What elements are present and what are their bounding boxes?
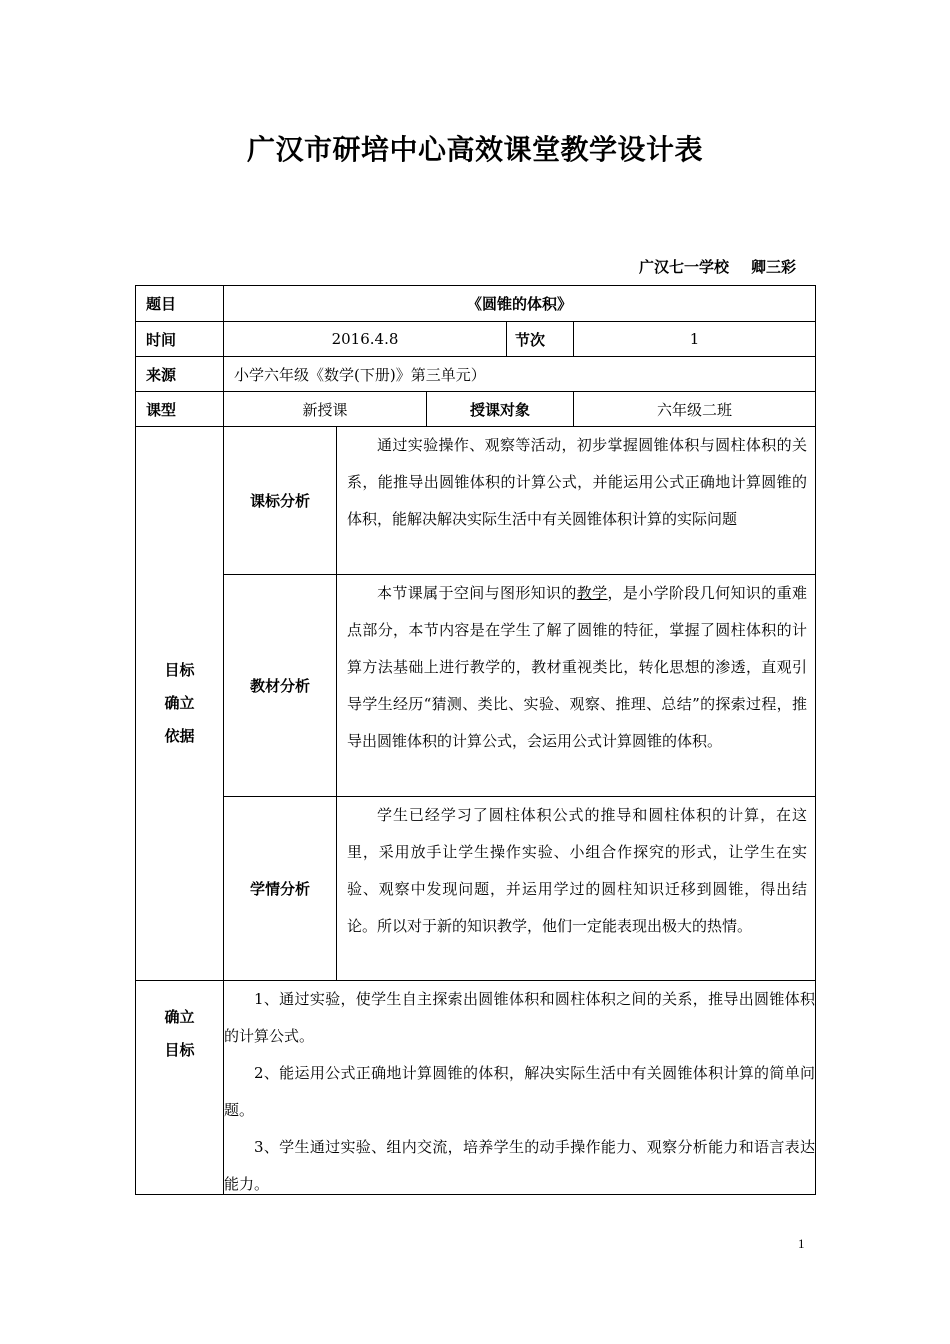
goal-item: 2、能运用公式正确地计算圆锥的体积，解决实际生活中有关圆锥体积计算的简单问题。 — [224, 1064, 815, 1119]
author-line — [600, 256, 796, 277]
source-value: 小学六年级《数学(下册)》第三单元） — [223, 356, 816, 392]
textbook-label: 教材分析 — [223, 574, 337, 797]
audience-label: 授课对象 — [426, 391, 574, 427]
school-name: 广汉七一学校 — [638, 258, 729, 276]
students-text: 学生已经学习了圆柱体积公式的推导和圆柱体积的计算，在这里，采用放手让学生操作实验、小组合作探究的形式，让学生在实验、观察中发现问题，并运用学过的圆柱知识迁移到圆锥，得出结论。所以对于新的知识教学，他们一定能表现出极大的热情。 — [336, 796, 816, 981]
teacher-name: 卿三彩 — [750, 258, 796, 276]
goal-item: 1、通过实验，使学生自主探索出圆锥体积和圆柱体积之间的关系，推导出圆锥体积的计算公式。 — [224, 990, 815, 1045]
textbook-underlined-term: 教学 — [576, 584, 608, 602]
curriculum-text: 通过实验操作、观察等活动，初步掌握圆锥体积与圆柱体积的关系，能推导出圆锥体积的计算公式，并能运用公式正确地计算圆锥的体积，能解决解决实际生活中有关圆锥体积计算的实际问题 — [336, 426, 816, 575]
students-label: 学情分析 — [223, 796, 337, 981]
textbook-text-part: ，是小学阶段几何知识的重难点部分，本节内容是在学生了解了圆锥的特征，掌握了圆柱体积的计算方法基础上进行教学的，教材重视类比，转化思想的渗透，直观引导学生经历“猜测、类比、实验、观察、推理、总结”的探索过程，推导出圆锥体积的计算公式，会运用公式计算圆锥的体积。 — [347, 584, 807, 750]
goals-label-line: 目标 — [164, 1041, 195, 1059]
basis-label-line: 依据 — [164, 727, 195, 745]
time-value: 2016.4.8 — [223, 321, 507, 357]
time-label: 时间 — [135, 321, 224, 357]
audience-value: 六年级二班 — [573, 391, 816, 427]
goals-label-line: 确立 — [164, 1008, 195, 1026]
period-label: 节次 — [506, 321, 574, 357]
type-label: 课型 — [135, 391, 224, 427]
curriculum-label: 课标分析 — [223, 426, 337, 575]
source-label: 来源 — [135, 356, 224, 392]
textbook-text-part: 本节课属于空间与图形知识的 — [377, 584, 577, 602]
goals-label — [135, 980, 224, 1195]
type-value: 新授课 — [223, 391, 427, 427]
topic-label: 题目 — [135, 285, 224, 322]
page-title: 广汉市研培中心高效课堂教学设计表 — [246, 133, 703, 166]
period-value: 1 — [573, 321, 816, 357]
topic-value: 《圆锥的体积》 — [223, 285, 816, 322]
basis-label-line: 目标 — [164, 661, 195, 679]
goals-list — [223, 980, 816, 1195]
goal-item: 3、学生通过实验、组内交流，培养学生的动手操作能力、观察分析能力和语言表达能力。 — [224, 1138, 815, 1193]
page-number: 1 — [798, 1236, 805, 1251]
basis-label — [135, 426, 224, 981]
basis-label-line: 确立 — [164, 694, 195, 712]
textbook-text — [336, 574, 816, 797]
